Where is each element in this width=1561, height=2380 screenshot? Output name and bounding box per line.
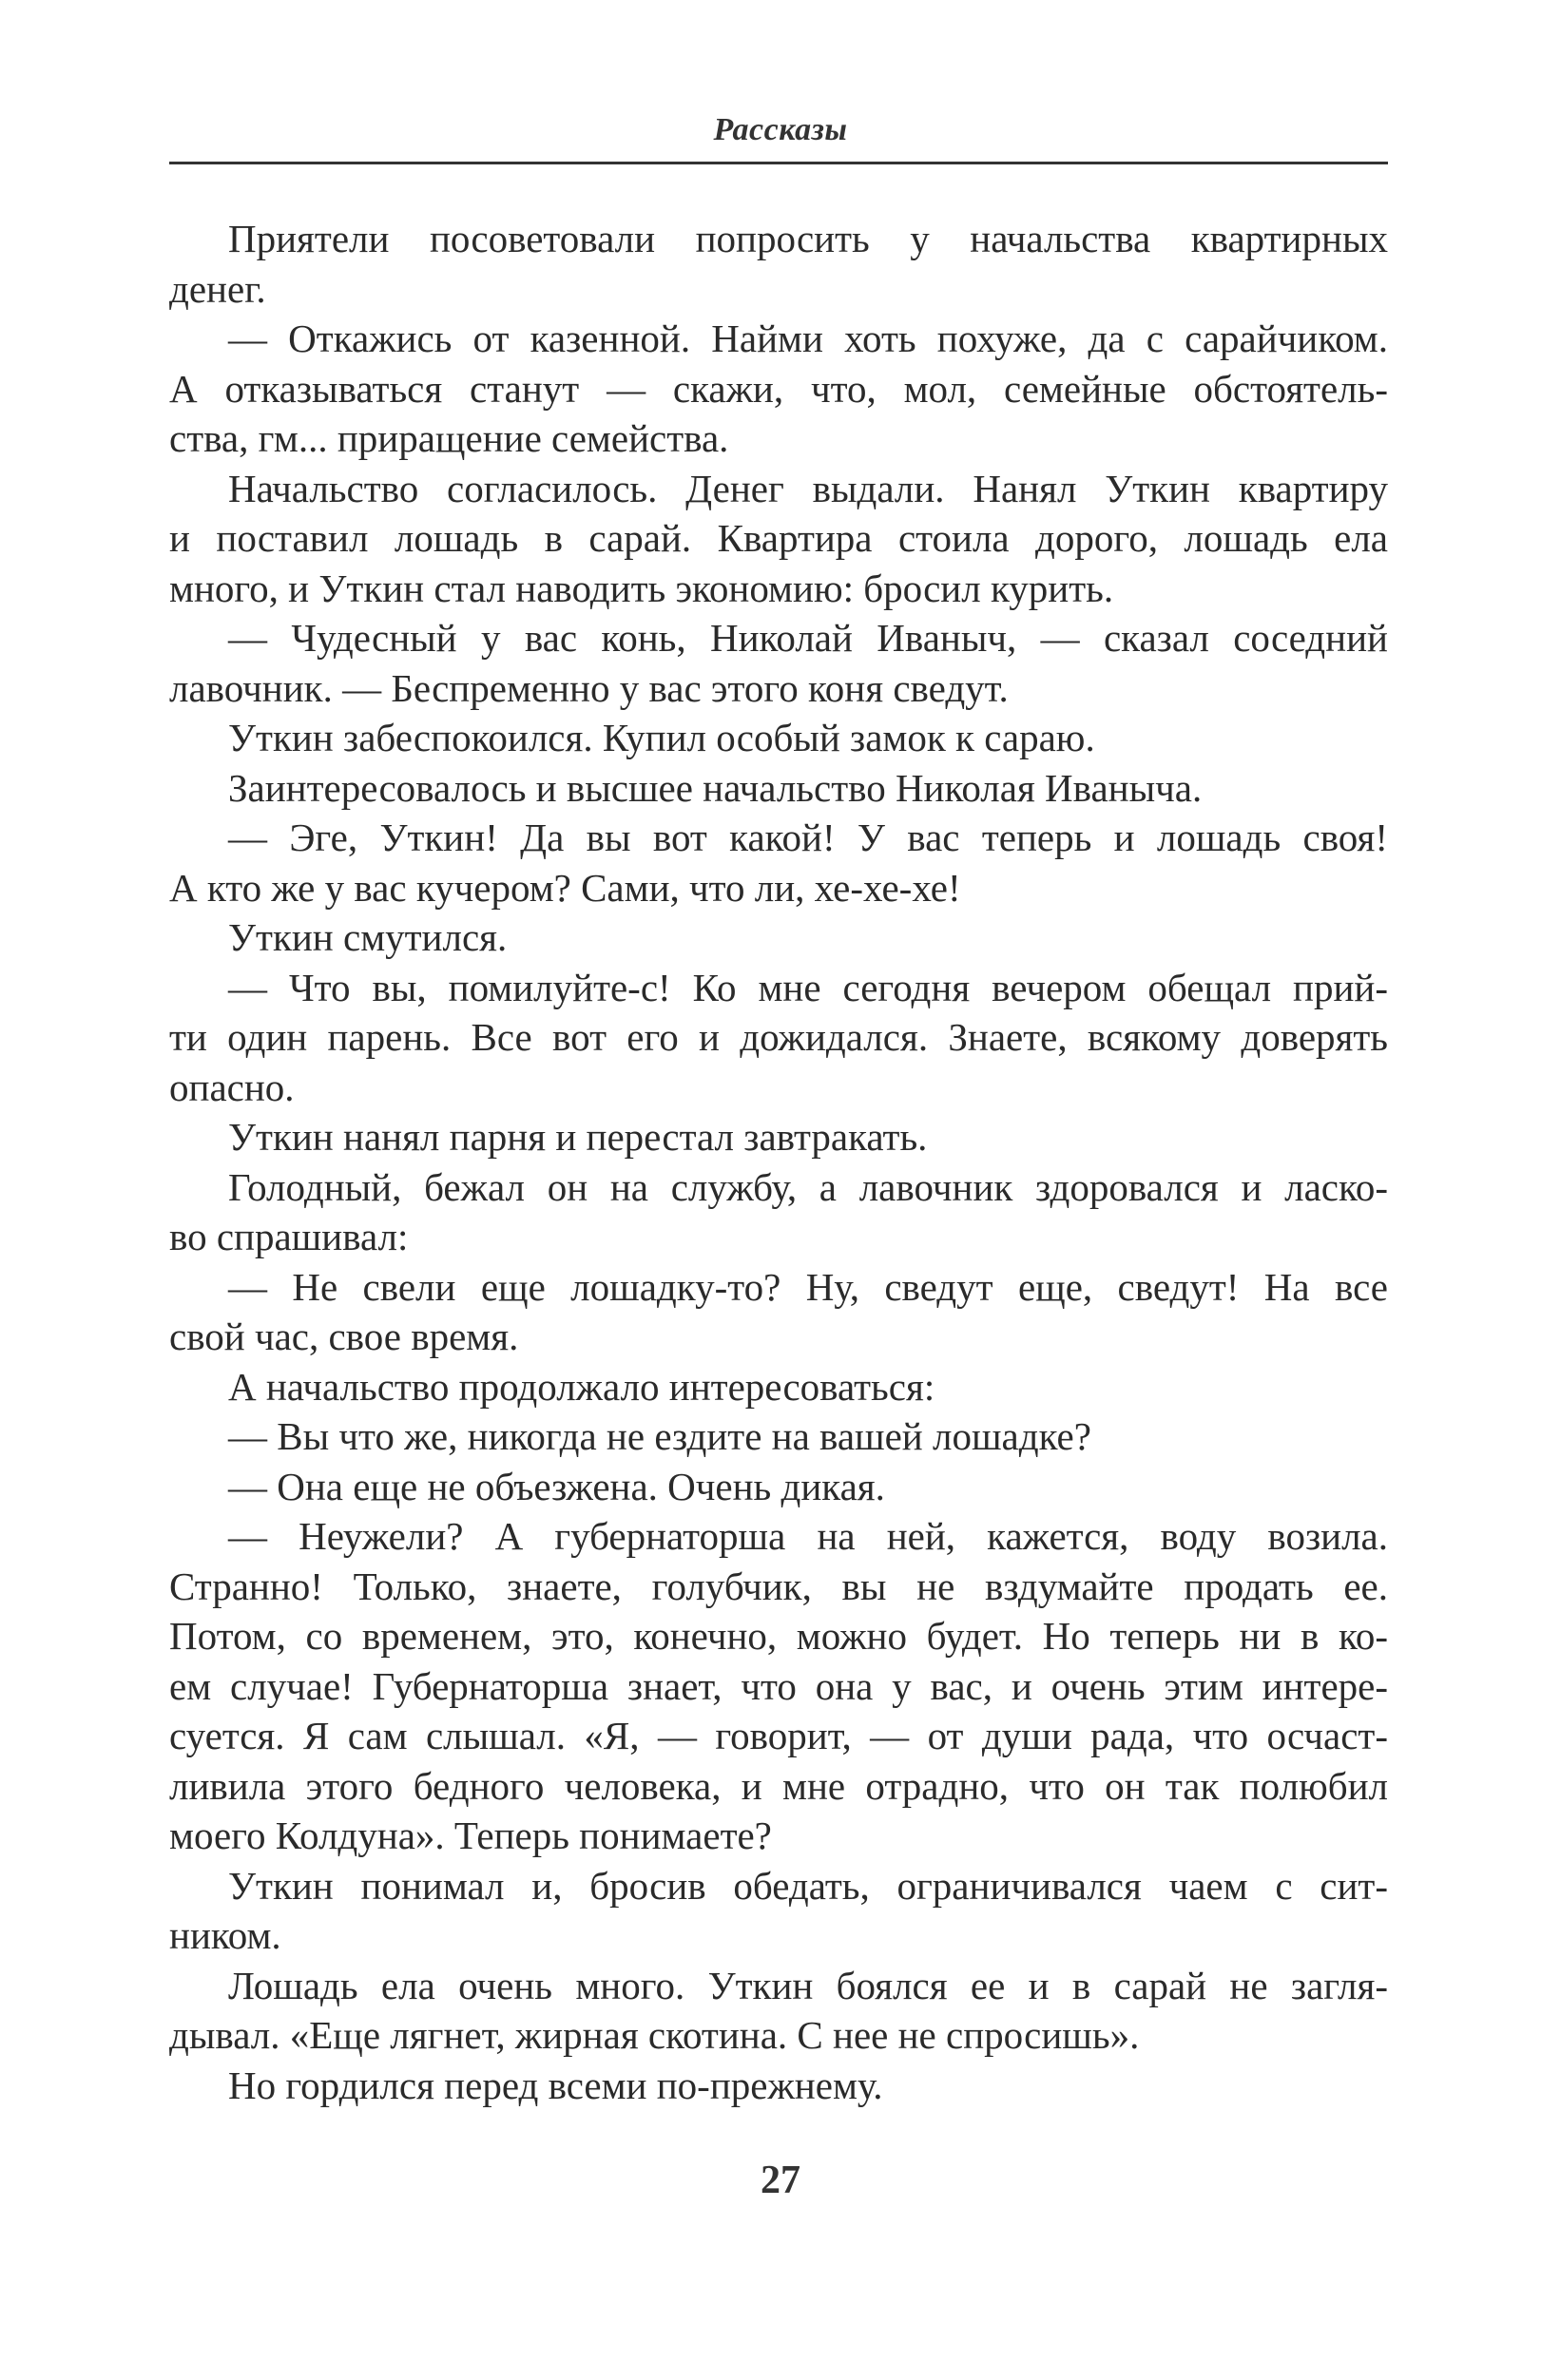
text-line: ства, гм... приращение семейства. bbox=[169, 416, 729, 460]
text-line: Уткин забеспокоился. Купил особый замок к сараю. bbox=[228, 716, 1095, 759]
text-line: во спрашивал: bbox=[169, 1215, 409, 1258]
text-line: Странно! Только, знаете, голубчик, вы не вздумайте продать ее. bbox=[169, 1564, 1388, 1608]
running-head: Рассказы bbox=[713, 112, 848, 147]
text-line: моего Колдуна». Теперь понимаете? bbox=[169, 1814, 772, 1857]
text-line: опасно. bbox=[169, 1065, 295, 1109]
text-line: свой час, свое время. bbox=[169, 1315, 519, 1358]
text-line: — Неужели? А губернаторша на ней, кажется, воду возила. bbox=[228, 1514, 1388, 1558]
text-line: много, и Уткин стал наводить экономию: бросил курить. bbox=[169, 566, 1114, 610]
text-line: Но гордился перед всеми по-прежнему. bbox=[228, 2063, 883, 2107]
text-line: Лошадь ела очень много. Уткин боялся ее и в сарай не загля- bbox=[228, 1963, 1388, 2007]
text-line: — Не свели еще лошадку-то? Ну, сведут еще, сведут! На все bbox=[228, 1264, 1388, 1309]
text-line: ти один парень. Все вот его и дожидался. Знаете, всякому доверять bbox=[169, 1015, 1388, 1059]
header-rule bbox=[169, 162, 1388, 164]
text-line: — Откажись от казенной. Найми хоть похуже, да с сарайчиком. bbox=[228, 317, 1388, 360]
text-line: — Она еще не объезжена. Очень дикая. bbox=[228, 1464, 885, 1508]
text-line: Потом, со временем, это, конечно, можно будет. Но теперь ни в ко- bbox=[169, 1614, 1388, 1658]
text-line: А начальство продолжало интересоваться: bbox=[228, 1364, 935, 1409]
text-line: и поставил лошадь в сарай. Квартира стоила дорого, лошадь ела bbox=[169, 516, 1388, 560]
text-line: ливила этого бедного человека, и мне отрадно, что он так полюбил bbox=[169, 1763, 1388, 1808]
text-line: — Эге, Уткин! Да вы вот какой! У вас теперь и лошадь своя! bbox=[228, 816, 1388, 859]
text-line: ником. bbox=[169, 1913, 281, 1957]
page-number: 27 bbox=[761, 2159, 800, 2202]
text-line: — Чудесный у вас конь, Николай Иваныч, — сказал соседний bbox=[228, 616, 1388, 660]
text-line: суется. Я сам слышал. «Я, — говорит, — от души рада, что осчаст- bbox=[169, 1714, 1388, 1757]
text-line: Приятели посоветовали попросить у начальства квартирных bbox=[228, 217, 1388, 260]
text-line: дывал. «Еще лягнет, жирная скотина. С нее не спросишь». bbox=[169, 2013, 1140, 2057]
text-line: А кто же у вас кучером? Сами, что ли, хе-хе-хе! bbox=[169, 865, 961, 910]
text-line: — Что вы, помилуйте-с! Ко мне сегодня вечером обещал прий- bbox=[228, 965, 1388, 1009]
text-line: Начальство согласилось. Денег выдали. Нанял Уткин квартиру bbox=[228, 466, 1388, 510]
text-line: Заинтересовалось и высшее начальство Николая Иваныча. bbox=[228, 765, 1203, 810]
text-line: Уткин нанял парня и перестал завтракать. bbox=[228, 1115, 928, 1159]
text-line: Голодный, бежал он на службу, а лавочник здоровался и ласко- bbox=[228, 1164, 1388, 1209]
text-line: Уткин понимал и, бросив обедать, ограничивался чаем с сит- bbox=[228, 1863, 1388, 1908]
text-line: — Вы что же, никогда не ездите на вашей лошадке? bbox=[228, 1414, 1091, 1458]
text-line: денег. bbox=[169, 266, 266, 311]
text-line: А отказываться станут — скажи, что, мол, семейные обстоятель- bbox=[169, 366, 1388, 411]
text-line: Уткин смутился. bbox=[228, 915, 508, 959]
body-text bbox=[169, 214, 1388, 2110]
text-line: лавочник. — Беспременно у вас этого коня сведут. bbox=[169, 665, 1009, 710]
text-line: ем случае! Губернаторша знает, что она у вас, и очень этим интере- bbox=[169, 1663, 1388, 1708]
